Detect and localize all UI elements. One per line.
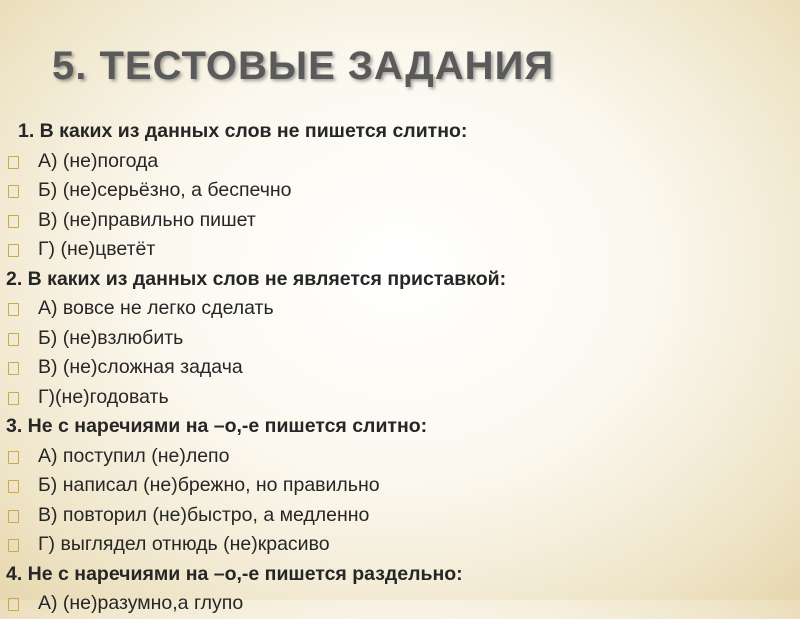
- bullet-icon: [8, 185, 19, 198]
- answer-option: [6, 176, 796, 206]
- bullet-icon: [8, 480, 19, 493]
- bullet-icon: [8, 510, 19, 523]
- bullet-icon: [8, 303, 19, 316]
- question-text: 4. Не с наречиями на –о,-е пишется раздельно:: [6, 562, 463, 585]
- answer-option-text: Б) написал (не)брежно, но правильно: [38, 474, 380, 496]
- answer-option-text: А) (не)разумно,а глупо: [38, 592, 244, 614]
- answer-option: [6, 324, 796, 354]
- bullet-icon: [8, 244, 19, 257]
- answer-option-text: Б) (не)взлюбить: [38, 326, 184, 349]
- question-text: 1. В каких из данных слов не пишется слитно:: [18, 120, 468, 142]
- answer-option-text: Б) (не)серьёзно, а беспечно: [38, 179, 292, 201]
- bullet-icon: [8, 392, 19, 405]
- question-heading: [6, 412, 796, 442]
- question-heading: [6, 265, 796, 295]
- question-heading: [6, 560, 796, 590]
- bullet-icon: [8, 539, 19, 552]
- question-heading: [6, 117, 796, 147]
- answer-option-text: Г)(не)годовать: [38, 385, 169, 408]
- bullet-icon: [8, 156, 19, 169]
- answer-option-text: А) (не)погода: [38, 149, 159, 172]
- bullet-icon: [8, 333, 19, 346]
- bullet-icon: [8, 362, 19, 375]
- answer-option-text: В) (не)сложная задача: [38, 356, 243, 378]
- answer-option: [6, 147, 796, 177]
- answer-option-text: В) (не)правильно пишет: [38, 208, 256, 231]
- bullet-icon: [8, 215, 19, 228]
- answer-option: [6, 235, 796, 265]
- answer-option: [6, 353, 796, 383]
- answer-option-text: А) поступил (не)лепо: [38, 444, 230, 467]
- question-text: 3. Не с наречиями на –о,-е пишется слитно:: [6, 415, 428, 437]
- slide-title: 5. ТЕСТОВЫЕ ЗАДАНИЯ: [52, 44, 555, 88]
- answer-option: [6, 383, 796, 413]
- bullet-icon: [8, 451, 19, 464]
- answer-option-text: Г) выглядел отнюдь (не)красиво: [38, 533, 330, 555]
- question-text: 2. В каких из данных слов не является приставкой:: [6, 267, 507, 290]
- answer-option: [6, 471, 796, 501]
- answer-option-text: А) вовсе не легко сделать: [38, 297, 274, 319]
- answer-option: [6, 501, 796, 531]
- answer-option-text: Г) (не)цветёт: [38, 238, 156, 260]
- test-content: [6, 117, 796, 619]
- answer-option: [6, 294, 796, 324]
- answer-option: [6, 442, 796, 472]
- answer-option: [6, 206, 796, 236]
- answer-option: [6, 589, 796, 619]
- answer-option: [6, 530, 796, 560]
- answer-option-text: В) повторил (не)быстро, а медленно: [38, 503, 370, 526]
